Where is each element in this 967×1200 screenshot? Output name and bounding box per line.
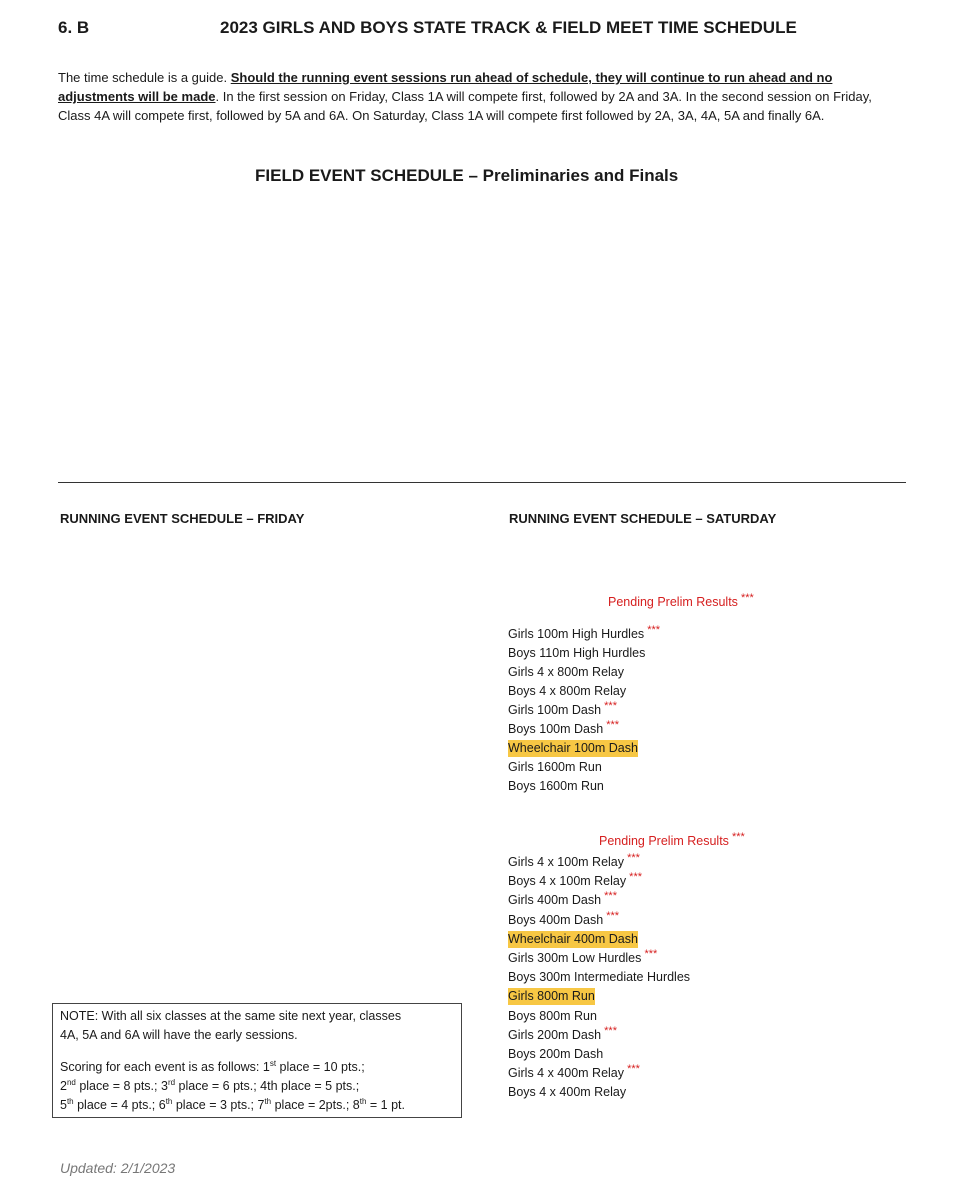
saturday-final-event <box>508 947 658 967</box>
event-label: Boys 300m Intermediate Hurdles <box>508 970 691 985</box>
saturday-final-event <box>508 778 604 795</box>
saturday-final-event <box>508 873 642 890</box>
scoring-text: place = 8 pts.; 3 <box>75 1079 168 1093</box>
event-label: Girls 800m Run <box>508 989 595 1004</box>
pending-asterisks: *** <box>728 830 745 843</box>
event-label: Girls 4 x 400m Relay <box>508 1066 625 1081</box>
saturday-final-event <box>508 645 645 662</box>
pending-asterisks: *** <box>737 591 754 604</box>
sup-rd: rd <box>167 1077 176 1087</box>
scoring-line-3 <box>60 1098 405 1112</box>
event-label: Boys 400m Dash <box>508 912 604 927</box>
pending-asterisks: *** <box>641 947 658 960</box>
pending-asterisks: *** <box>603 718 620 731</box>
note-line-2: 4A, 5A and 6A will have the early sessions. <box>60 1028 298 1042</box>
saturday-final-event <box>508 759 602 776</box>
field-schedule-title: FIELD EVENT SCHEDULE – Preliminaries and Finals <box>255 166 679 185</box>
event-label: Girls 300m Low Hurdles <box>508 951 642 965</box>
pending-prelim-note <box>599 830 745 850</box>
saturday-final-event <box>508 909 620 929</box>
saturday-final-event <box>508 1046 603 1063</box>
event-label: Boys 110m High Hurdles <box>508 646 646 660</box>
saturday-final-event <box>508 851 640 871</box>
pending-asterisks: *** <box>624 1063 640 1076</box>
sup-th: th <box>66 1096 74 1106</box>
pending-asterisks: *** <box>644 623 661 636</box>
scoring-text: place = 10 pts.; <box>276 1060 365 1074</box>
event-label: Girls 200m Dash <box>508 1027 602 1042</box>
intro-text-1: The time schedule is a guide. <box>58 70 231 85</box>
event-label: Girls 1600m Run <box>508 760 602 774</box>
event-label: Girls 4 x 100m Relay <box>508 855 625 869</box>
pending-asterisks: *** <box>624 851 640 864</box>
updated-date: Updated: 2/1/2023 <box>60 1160 176 1176</box>
scoring-text: place = 3 pts.; 7 <box>172 1098 265 1112</box>
pending-asterisks: *** <box>601 890 617 903</box>
field-table-divider <box>58 482 906 483</box>
saturday-final-event <box>508 988 595 1005</box>
sup-th: th <box>359 1096 367 1106</box>
scoring-text: = 1 pt. <box>366 1098 405 1112</box>
saturday-final-event <box>508 1065 640 1082</box>
event-label: Boys 200m Dash <box>508 1047 604 1061</box>
note-box <box>52 1003 462 1118</box>
pending-asterisks: *** <box>601 1024 617 1037</box>
scoring-line-1 <box>60 1060 365 1074</box>
saturday-final-event <box>508 664 624 681</box>
event-label: Girls 400m Dash <box>508 893 602 908</box>
note-line-1: NOTE: With all six classes at the same site next year, classes <box>60 1009 402 1023</box>
saturday-final-event <box>508 969 690 986</box>
event-label: Wheelchair 400m Dash <box>508 931 638 946</box>
intro-paragraph <box>58 68 898 125</box>
scoring-text: place = 6 pts.; 4th place = 5 pts.; <box>175 1079 360 1093</box>
event-label: Girls 100m Dash <box>508 703 602 717</box>
sup-th: th <box>264 1096 272 1106</box>
saturday-final-event <box>508 892 617 909</box>
event-label: Boys 4 x 400m Relay <box>508 1085 627 1100</box>
event-label: Girls 4 x 800m Relay <box>508 665 625 679</box>
intro-text-2: . In the first session on Friday, Class 1A will compete first, followed by 2A and 3A. In the second session on Friday, Class 4A will compete first, followed by 5A and 6A. On Saturday, Class 1A will compete first followed by 2A, 3A, 4A, 5A and finally 6A. <box>58 89 872 123</box>
scoring-text: Scoring for each event is as follows: 1 <box>60 1060 270 1074</box>
page-code: 6. B <box>58 18 90 37</box>
pending-asterisks: *** <box>603 909 620 922</box>
event-label: Boys 4 x 800m Relay <box>508 684 627 698</box>
scoring-text: 5 <box>60 1098 67 1112</box>
page-title: 2023 GIRLS AND BOYS STATE TRACK & FIELD MEET TIME SCHEDULE <box>220 18 797 37</box>
sup-th: th <box>165 1096 173 1106</box>
pending-prelim-note: Pending Prelim Results *** <box>608 591 754 609</box>
saturday-final-event <box>508 1084 626 1101</box>
saturday-final-event <box>508 718 620 738</box>
event-label: Wheelchair 100m Dash <box>508 741 638 755</box>
event-label: Boys 100m Dash <box>508 722 604 736</box>
scoring-text: place = 4 pts.; 6 <box>73 1098 166 1112</box>
saturday-final-event <box>508 1008 597 1025</box>
sup-st: st <box>269 1058 277 1068</box>
event-label: Boys 800m Run <box>508 1008 597 1023</box>
scoring-text: place = 2pts.; 8 <box>271 1098 360 1112</box>
saturday-final-event <box>508 740 638 757</box>
pending-asterisks: *** <box>626 871 643 884</box>
saturday-final-event <box>508 623 661 643</box>
event-label: Boys 1600m Run <box>508 779 604 793</box>
scoring-line-2 <box>60 1079 359 1093</box>
intro-underlined: Should the running event sessions run ahead of schedule, they will continue to run ahead and no adjustments will be made <box>58 70 833 104</box>
saturday-final-event <box>508 683 626 700</box>
saturday-final-event <box>508 1024 617 1044</box>
saturday-final-event <box>508 931 638 948</box>
pending-text: Pending Prelim Results <box>599 834 729 848</box>
saturday-final-event <box>508 699 617 719</box>
scoring-text: 2 <box>60 1079 67 1093</box>
friday-title: RUNNING EVENT SCHEDULE – FRIDAY <box>60 511 305 526</box>
event-label: Boys 4 x 100m Relay <box>508 874 627 889</box>
saturday-title: RUNNING EVENT SCHEDULE – SATURDAY <box>509 511 777 526</box>
sup-nd: nd <box>66 1077 76 1087</box>
event-label: Girls 100m High Hurdles <box>508 627 645 641</box>
pending-asterisks: *** <box>601 699 617 712</box>
